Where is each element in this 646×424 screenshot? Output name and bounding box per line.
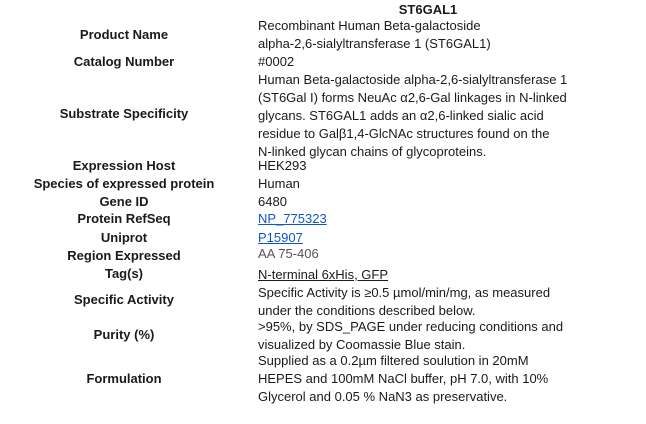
value-tags bbox=[258, 266, 638, 284]
refseq-link[interactable]: NP_775323 bbox=[258, 211, 327, 226]
value-purity bbox=[258, 318, 638, 354]
uniprot-link[interactable]: P15907 bbox=[258, 230, 303, 245]
value-catalog-number: #0002 bbox=[258, 54, 295, 69]
value-line: HEPES and 100mM NaCl buffer, pH 7.0, with 10% bbox=[258, 371, 549, 386]
value-line: Specific Activity is ≥0.5 µmol/min/mg, as measured bbox=[258, 285, 551, 300]
value-line: (ST6Gal I) forms NeuAc α2,6-Gal linkages in N-linked bbox=[258, 90, 567, 105]
value-formulation bbox=[258, 352, 638, 406]
value-line: Human Beta-galactoside alpha-2,6-sialyltransferase 1 bbox=[258, 72, 568, 87]
label-product-name: Product Name bbox=[79, 27, 169, 42]
value-expression-host: HEK293 bbox=[258, 158, 307, 173]
label-purity: Purity (%) bbox=[93, 327, 155, 342]
value-product-name bbox=[258, 17, 638, 53]
product-title: ST6GAL1 bbox=[398, 2, 458, 17]
value-line: Recombinant Human Beta-galactoside bbox=[258, 18, 481, 33]
label-specific-activity: Specific Activity bbox=[74, 292, 174, 307]
value-substrate-specificity bbox=[258, 71, 638, 161]
value-line: >95%, by SDS_PAGE under reducing conditions and bbox=[258, 319, 564, 334]
label-gene-id: Gene ID bbox=[99, 194, 149, 209]
label-uniprot: Uniprot bbox=[100, 230, 148, 245]
value-line: visualized by Coomassie Blue stain. bbox=[258, 337, 466, 352]
value-line: residue to Galβ1,4-GlcNAc structures found on the bbox=[258, 126, 550, 141]
label-species: Species of expressed protein bbox=[33, 176, 215, 191]
label-region-expressed: Region Expressed bbox=[67, 248, 181, 263]
label-substrate-specificity: Substrate Specificity bbox=[59, 106, 189, 121]
label-tags: Tag(s) bbox=[104, 266, 144, 281]
label-formulation: Formulation bbox=[86, 371, 162, 386]
value-line: N-linked glycan chains of glycoproteins. bbox=[258, 144, 487, 159]
value-specific-activity bbox=[258, 284, 638, 320]
tags-text: N-terminal 6xHis, GFP bbox=[258, 267, 389, 282]
value-line: Supplied as a 0.2µm filtered soulution in 20mM bbox=[258, 353, 529, 368]
value-line: glycans. ST6GAL1 adds an α2,6-linked sialic acid bbox=[258, 108, 544, 123]
label-protein-refseq: Protein RefSeq bbox=[77, 211, 171, 226]
value-line: under the conditions described below. bbox=[258, 303, 476, 318]
value-protein-refseq bbox=[258, 210, 638, 228]
value-species: Human bbox=[258, 176, 300, 191]
value-line: Glycerol and 0.05 % NaN3 as preservative. bbox=[258, 389, 508, 404]
label-catalog-number: Catalog Number bbox=[73, 54, 175, 69]
value-gene-id: 6480 bbox=[258, 194, 287, 209]
value-line: alpha-2,6-sialyltransferase 1 (ST6GAL1) bbox=[258, 36, 491, 51]
value-region-expressed: AA 75-406 bbox=[258, 246, 319, 261]
label-expression-host: Expression Host bbox=[72, 158, 176, 173]
